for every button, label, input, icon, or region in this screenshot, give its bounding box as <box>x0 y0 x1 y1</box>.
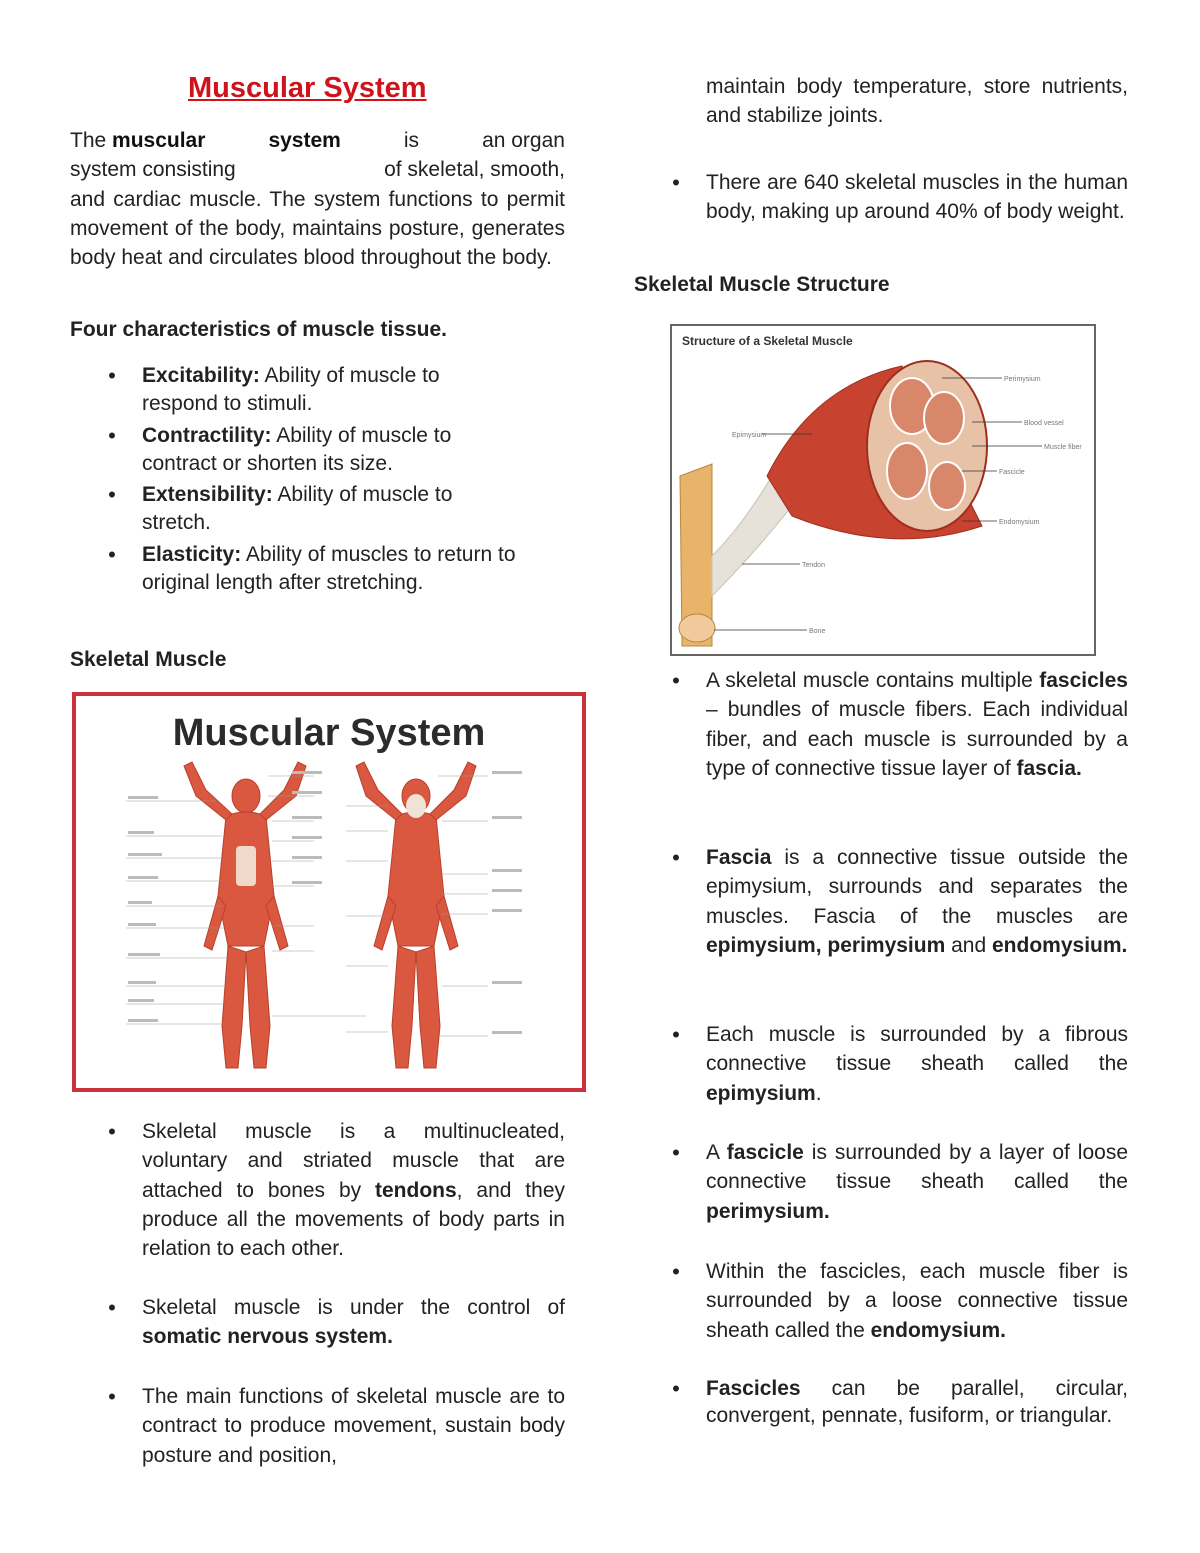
list-item: • Fascia is a connective tissue outside the epimysium, surrounds and separates the muscles. Fascia of the muscles are epimysium, perimysium and endomysium. <box>706 843 1128 960</box>
muscular-system-figure <box>72 692 586 1092</box>
structure-heading: Skeletal Muscle Structure <box>634 273 890 296</box>
list-item: • A fascicle is surrounded by a layer of loose connective tissue sheath called the perimysium. <box>706 1138 1128 1226</box>
list-item: • Fascicles can be parallel, circular, convergent, pennate, fusiform, or triangular. <box>706 1375 1128 1429</box>
list-item: • The main functions of skeletal muscle are to contract to produce movement, sustain body posture and position, <box>142 1382 565 1470</box>
continuation-text: maintain body temperature, store nutrients, and stabilize joints. <box>706 75 1128 128</box>
list-item: • A skeletal muscle contains multiple fascicles – bundles of muscle fibers. Each individual fiber, and each muscle is surrounded by a type of connective tissue layer of fascia. <box>706 666 1128 783</box>
list-item: • Elasticity: Ability of muscles to return to original length after stretching. <box>142 541 572 596</box>
structure-figure-title: Structure of a Skeletal Muscle <box>682 334 853 348</box>
label-muscle-fiber: Muscle fiber <box>1044 444 1082 451</box>
list-item: • Skeletal muscle is a multinucleated, voluntary and striated muscle that are attached to bones by tendons, and they produce all the movements of body parts in relation to each other. <box>142 1117 565 1263</box>
muscle-structure-figure <box>670 324 1096 656</box>
list-item: • Skeletal muscle is under the control of somatic nervous system. <box>142 1293 565 1352</box>
label-tendon: Tendon <box>802 562 825 569</box>
label-bone: Bone <box>809 628 826 635</box>
list-item: • There are 640 skeletal muscles in the human body, making up around 40% of body weight. <box>706 168 1128 227</box>
label-epimysium: Epimysium <box>732 432 767 439</box>
list-item: • Each muscle is surrounded by a fibrous connective tissue sheath called the epimysium. <box>706 1020 1128 1108</box>
label-fascicle: Fascicle <box>999 469 1025 476</box>
list-item: • Excitability: Ability of muscle to respond to stimuli. <box>142 362 502 417</box>
list-item: • Contractility: Ability of muscle to contract or shorten its size. <box>142 422 502 477</box>
page-title: Muscular System <box>188 72 427 104</box>
label-endomysium: Endomysium <box>999 519 1040 526</box>
intro-paragraph: The muscular system is an organ system consisting of skeletal, smooth, and cardiac muscle. The system functions to permit movement of the body, maintains posture, generates body heat and circulates blood throughout the body. <box>70 129 565 270</box>
muscle-cross-section-illustration <box>672 326 1094 654</box>
label-blood-vessel: Blood vessel <box>1024 420 1064 427</box>
figure-title: Muscular System <box>172 712 486 754</box>
label-perimysium: Perimysium <box>1004 376 1041 383</box>
characteristics-heading: Four characteristics of muscle tissue. <box>70 318 447 341</box>
skeletal-muscle-heading: Skeletal Muscle <box>70 648 227 671</box>
list-item: • Extensibility: Ability of muscle to stretch. <box>142 481 502 536</box>
list-item: • Within the fascicles, each muscle fiber is surrounded by a loose connective tissue sheath called the endomysium. <box>706 1257 1128 1345</box>
